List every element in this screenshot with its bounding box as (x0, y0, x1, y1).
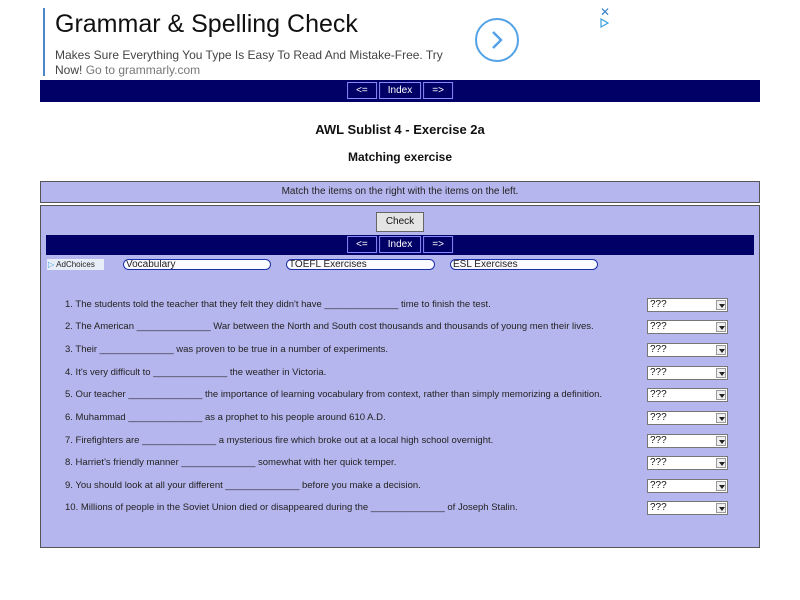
answer-select-4[interactable] (647, 366, 728, 380)
instructions: Match the items on the right with the items on the left. (40, 181, 760, 203)
question-9: 9. You should look at all your different ______________ before you make a decision. (65, 480, 421, 491)
adchoices-triangle-icon: ▷ (48, 260, 55, 269)
adchoices-label: AdChoices (56, 260, 95, 269)
grammarly-ad[interactable] (43, 5, 615, 77)
dropdown-arrow-icon (716, 300, 726, 310)
prev-button[interactable]: <= (347, 82, 377, 99)
question-5: 5. Our teacher ______________ the importance of learning vocabulary from context, rather than simply memorizing a definition. (65, 389, 603, 400)
answer-select-3[interactable] (647, 343, 728, 357)
dropdown-arrow-icon (716, 481, 726, 491)
select-value: ??? (650, 457, 667, 468)
select-value: ??? (650, 389, 667, 400)
select-value: ??? (650, 321, 667, 332)
select-value: ??? (650, 412, 667, 423)
inner-nav-bar (46, 235, 754, 255)
question-6: 6. Muhammad ______________ as a prophet to his people around 610 A.D. (65, 412, 386, 423)
ad-link-esl[interactable]: ESL Exercises (450, 259, 598, 270)
adchoices-link[interactable] (47, 259, 104, 270)
question-3: 3. Their ______________ was proven to be true in a number of experiments. (65, 344, 389, 355)
check-button[interactable]: Check (376, 212, 424, 232)
ad-link-vocabulary[interactable]: Vocabulary (123, 259, 271, 270)
answer-select-2[interactable] (647, 320, 728, 334)
question-8: 8. Harriet's friendly manner ______________ somewhat with her quick temper. (65, 457, 397, 468)
select-value: ??? (650, 435, 667, 446)
select-value: ??? (650, 367, 667, 378)
select-value: ??? (650, 344, 667, 355)
index-button[interactable]: Index (379, 82, 421, 99)
question-10: 10. Millions of people in the Soviet Union died or disappeared during the ______________ of Joseph Stalin. (65, 502, 518, 513)
answer-select-9[interactable] (647, 479, 728, 493)
ad-arrow-button[interactable] (475, 18, 519, 62)
page-subtitle: Matching exercise (347, 150, 453, 164)
answer-select-1[interactable] (647, 298, 728, 312)
question-4: 4. It's very difficult to ______________ the weather in Victoria. (65, 367, 327, 378)
dropdown-arrow-icon (716, 345, 726, 355)
dropdown-arrow-icon (716, 390, 726, 400)
question-2: 2. The American ______________ War between the North and South cost thousands and thousands of young men their lives. (65, 321, 594, 332)
ad-title[interactable]: Grammar & Spelling Check (55, 10, 358, 38)
answer-select-5[interactable] (647, 388, 728, 402)
ad-description (55, 48, 465, 78)
answer-select-7[interactable] (647, 434, 728, 448)
ad-description-text: Makes Sure Everything You Type Is Easy To Read And Mistake-Free. Try Now! (55, 48, 443, 77)
dropdown-arrow-icon (716, 436, 726, 446)
adchoices-icon[interactable] (600, 18, 609, 28)
index-button-inner[interactable]: Index (379, 236, 421, 253)
dropdown-arrow-icon (716, 322, 726, 332)
answer-select-10[interactable] (647, 501, 728, 515)
dropdown-arrow-icon (716, 368, 726, 378)
dropdown-arrow-icon (716, 413, 726, 423)
dropdown-arrow-icon (716, 458, 726, 468)
answer-select-8[interactable] (647, 456, 728, 470)
answer-select-6[interactable] (647, 411, 728, 425)
top-nav-bar (40, 80, 760, 102)
next-button[interactable]: => (423, 82, 453, 99)
select-value: ??? (650, 299, 667, 310)
dropdown-arrow-icon (716, 503, 726, 513)
ad-source-link[interactable]: Go to grammarly.com (85, 63, 201, 77)
ad-link-toefl[interactable]: TOEFL Exercises (286, 259, 435, 270)
question-1: 1. The students told the teacher that they felt they didn't have ______________ time to finish the test. (65, 299, 491, 310)
next-button-inner[interactable]: => (423, 236, 453, 253)
select-value: ??? (650, 502, 667, 513)
page-title: AWL Sublist 4 - Exercise 2a (315, 122, 485, 137)
question-7: 7. Firefighters are ______________ a mysterious fire which broke out at a local high school overnight. (65, 435, 494, 446)
prev-button-inner[interactable]: <= (347, 236, 377, 253)
chevron-right-icon (489, 30, 505, 50)
close-icon[interactable]: ✕ (600, 5, 611, 19)
select-value: ??? (650, 480, 667, 491)
